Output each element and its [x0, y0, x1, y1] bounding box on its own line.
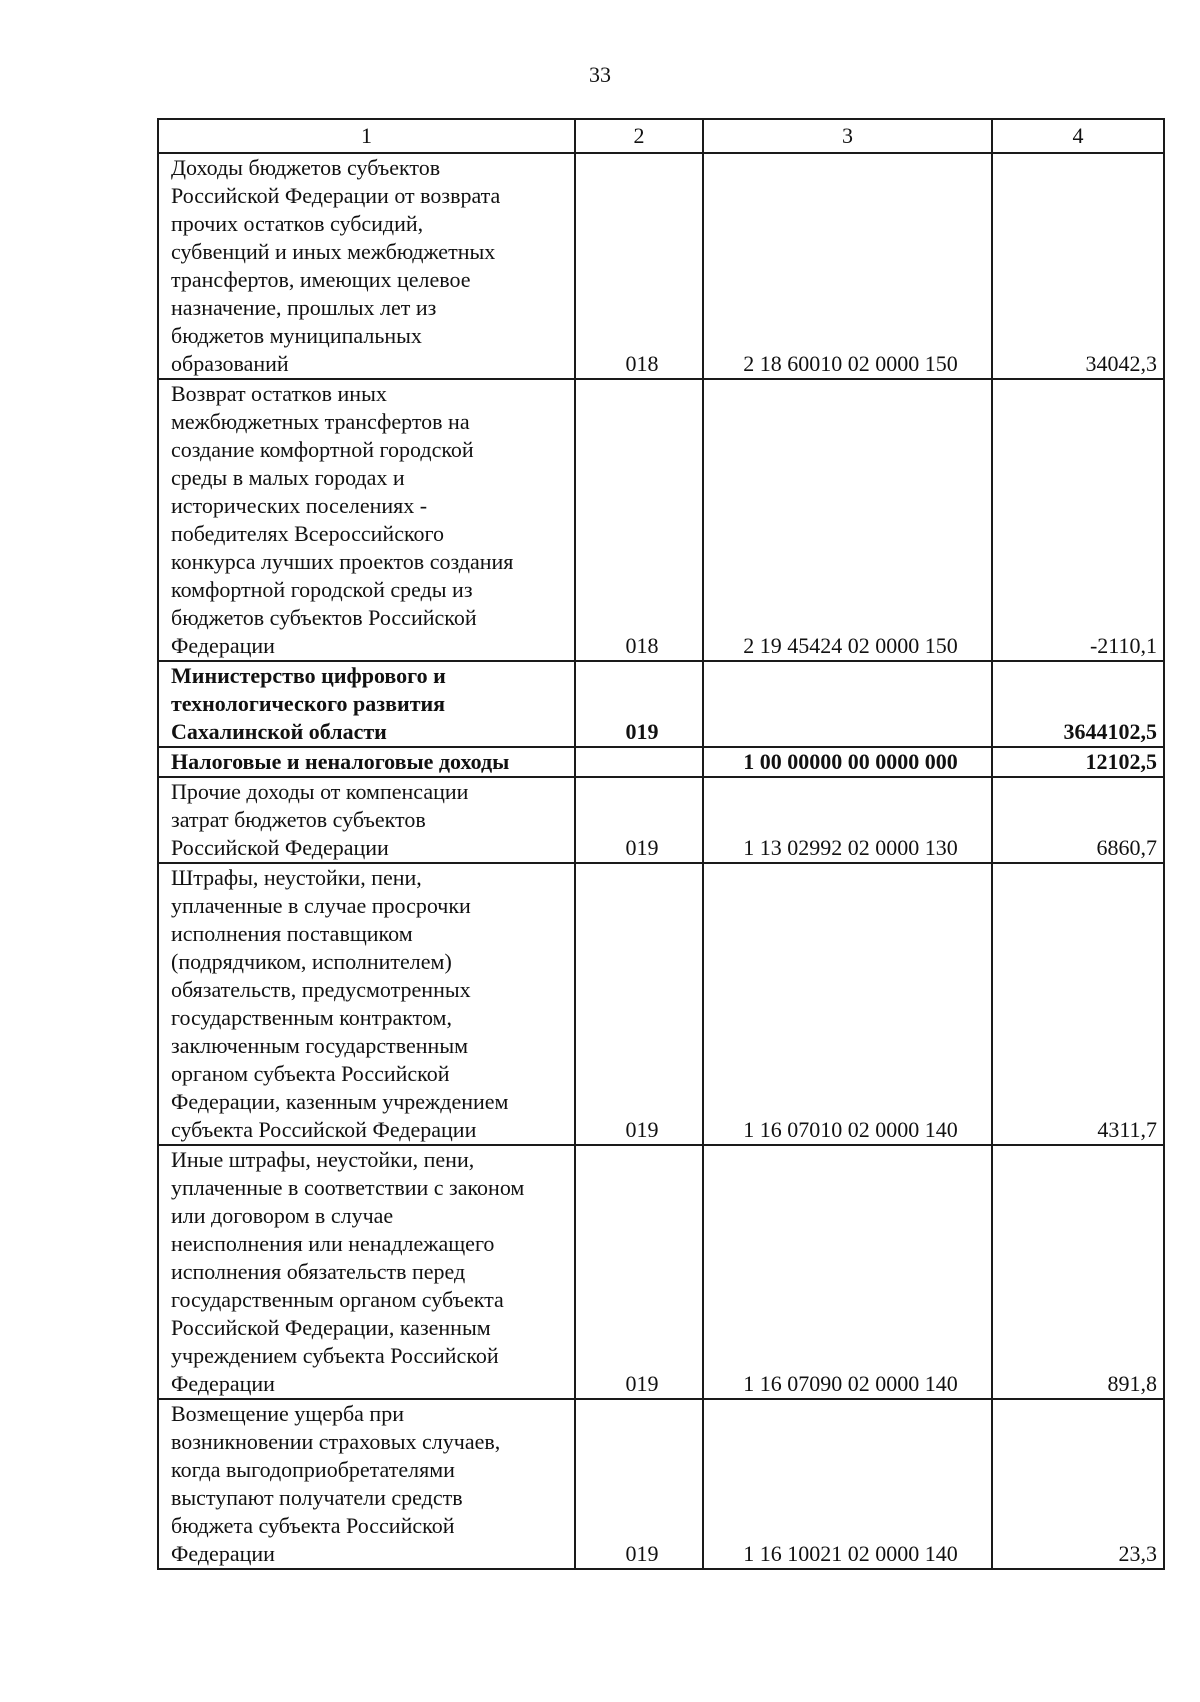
- table-row: [158, 863, 1164, 1145]
- table-row: [158, 747, 1164, 777]
- table-header-row: [158, 119, 1164, 153]
- row-budget-classification-code: [703, 661, 992, 747]
- table-row: [158, 153, 1164, 379]
- row-budget-classification-code: 1 00 00000 00 0000 000: [703, 747, 992, 777]
- page-number: 33: [589, 62, 611, 87]
- row-budget-classification-code: 2 19 45424 02 0000 150: [703, 379, 992, 661]
- row-admin-code: 018: [575, 379, 703, 661]
- row-budget-classification-code: 1 13 02992 02 0000 130: [703, 777, 992, 863]
- row-name: Доходы бюджетов субъектов Российской Федерации от возврата прочих остатков субсидий, субвенций и иных межбюджетных трансфертов, имеющих целевое назначение, прошлых лет из бюджетов муниципальных образований: [158, 153, 575, 379]
- row-admin-code: 019: [575, 1145, 703, 1399]
- column-header-3: 3: [703, 119, 992, 153]
- row-amount: 3644102,5: [992, 661, 1164, 747]
- row-amount: 12102,5: [992, 747, 1164, 777]
- row-admin-code: 019: [575, 661, 703, 747]
- row-admin-code: 018: [575, 153, 703, 379]
- row-admin-code: 019: [575, 1399, 703, 1569]
- row-amount: 891,8: [992, 1145, 1164, 1399]
- row-name: Налоговые и неналоговые доходы: [158, 747, 575, 777]
- row-budget-classification-code: 1 16 10021 02 0000 140: [703, 1399, 992, 1569]
- row-amount: 6860,7: [992, 777, 1164, 863]
- row-admin-code: 019: [575, 777, 703, 863]
- row-name: Иные штрафы, неустойки, пени, уплаченные в соответствии с законом или договором в случае неисполнения или ненадлежащего исполнения обязательств перед государственным органом субъекта Российской Федерации, казенным учреждением субъекта Российской Федерации: [158, 1145, 575, 1399]
- row-name: Министерство цифрового и технологического развития Сахалинской области: [158, 661, 575, 747]
- row-name: Прочие доходы от компенсации затрат бюджетов субъектов Российской Федерации: [158, 777, 575, 863]
- row-admin-code: 019: [575, 863, 703, 1145]
- row-name: Штрафы, неустойки, пени, уплаченные в случае просрочки исполнения поставщиком (подрядчиком, исполнителем) обязательств, предусмотренных государственным контрактом, заключенным государственным органом субъекта Российской Федерации, казенным учреждением субъекта Российской Федерации: [158, 863, 575, 1145]
- column-header-1: 1: [158, 119, 575, 153]
- row-admin-code: [575, 747, 703, 777]
- row-amount: 23,3: [992, 1399, 1164, 1569]
- column-header-2: 2: [575, 119, 703, 153]
- row-budget-classification-code: 2 18 60010 02 0000 150: [703, 153, 992, 379]
- row-budget-classification-code: 1 16 07010 02 0000 140: [703, 863, 992, 1145]
- row-amount: 34042,3: [992, 153, 1164, 379]
- table-row: [158, 777, 1164, 863]
- row-budget-classification-code: 1 16 07090 02 0000 140: [703, 1145, 992, 1399]
- column-header-4: 4: [992, 119, 1164, 153]
- table-row: [158, 1399, 1164, 1569]
- row-name: Возврат остатков иных межбюджетных трансфертов на создание комфортной городской среды в малых городах и исторических поселениях - победителях Всероссийского конкурса лучших проектов создания комфортной городской среды из бюджетов субъектов Российской Федерации: [158, 379, 575, 661]
- row-amount: -2110,1: [992, 379, 1164, 661]
- table-row: [158, 379, 1164, 661]
- row-name: Возмещение ущерба при возникновении страховых случаев, когда выгодоприобретателями выступают получатели средств бюджета субъекта Российской Федерации: [158, 1399, 575, 1569]
- table-row: [158, 1145, 1164, 1399]
- table-row: [158, 661, 1164, 747]
- row-amount: 4311,7: [992, 863, 1164, 1145]
- table-body: [158, 153, 1164, 1569]
- revenue-table: [157, 118, 1165, 1570]
